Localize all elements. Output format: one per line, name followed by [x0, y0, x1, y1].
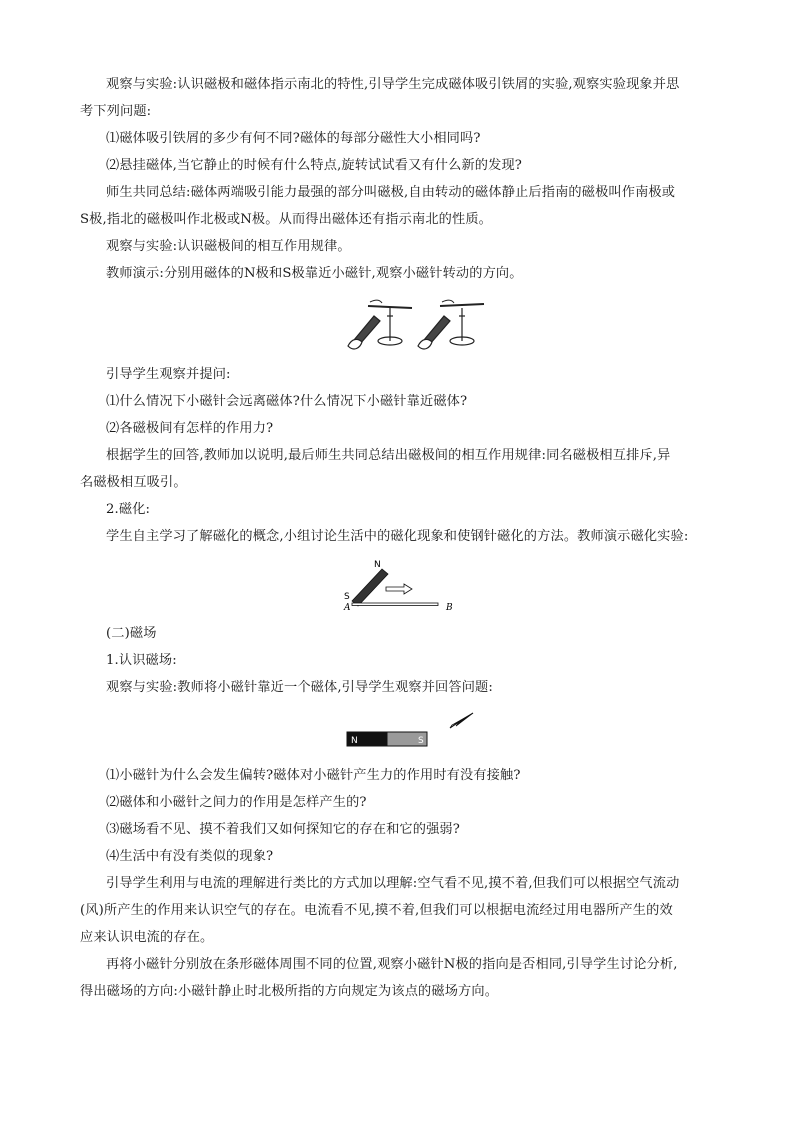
paragraph-line: S极,指北的磁极叫作北极或N极。从而得出磁体还有指示南北的性质。: [80, 212, 492, 227]
magnet-n-label: N: [374, 560, 381, 570]
paragraph-line: 观察与实验:教师将小磁针靠近一个磁体,引导学生观察并回答问题:: [106, 680, 493, 695]
bar-s-label: S: [418, 736, 424, 746]
magnetization-figure: [338, 557, 460, 615]
section-heading: (二)磁场: [106, 626, 157, 641]
question-item: ⑵悬挂磁体,当它静止的时候有什么特点,旋转试试看又有什么新的发现?: [106, 158, 523, 173]
needle-b-label: B: [446, 603, 453, 613]
bar-magnet-figure: [346, 712, 480, 748]
question-item: ⑵各磁极间有怎样的作用力?: [106, 421, 274, 436]
paragraph-line: 观察与实验:认识磁极和磁体指示南北的特性,引导学生完成磁体吸引铁屑的实验,观察实验现象并思: [106, 77, 680, 92]
paragraph-line: 师生共同总结:磁体两端吸引能力最强的部分叫磁极,自由转动的磁体静止后指南的磁极叫作南极或: [106, 185, 676, 200]
question-item: ⑴什么情况下小磁针会远离磁体?什么情况下小磁针靠近磁体?: [106, 394, 468, 409]
compass-needle-icon: [450, 713, 473, 728]
magnet-s-label: S: [344, 592, 350, 602]
paragraph-line: 引导学生观察并提问:: [106, 367, 231, 382]
magnet-needle-figure: [340, 294, 490, 354]
paragraph-line: 再将小磁针分别放在条形磁体周围不同的位置,观察小磁针N极的指向是否相同,引导学生讨论分析,: [106, 957, 678, 972]
question-item: ⑴小磁针为什么会发生偏转?磁体对小磁针产生力的作用时有没有接触?: [106, 768, 521, 783]
paragraph-line: 名磁极相互吸引。: [80, 475, 187, 490]
question-item: ⑷生活中有没有类似的现象?: [106, 849, 274, 864]
paragraph-line: 考下列问题:: [80, 104, 152, 119]
section-heading: 2.磁化:: [106, 502, 151, 517]
section-heading: 1.认识磁场:: [106, 653, 177, 668]
paragraph-line: 教师演示:分别用磁体的N极和S极靠近小磁针,观察小磁针转动的方向。: [106, 266, 523, 281]
paragraph-line: 得出磁场的方向:小磁针静止时北极所指的方向规定为该点的磁场方向。: [80, 984, 499, 999]
question-item: ⑵磁体和小磁针之间力的作用是怎样产生的?: [106, 795, 367, 810]
bar-n-label: N: [351, 736, 358, 746]
needle-a-label: A: [344, 603, 351, 613]
paragraph-line: 根据学生的回答,教师加以说明,最后师生共同总结出磁极间的相互作用规律:同名磁极相互排斥,异: [106, 448, 671, 463]
paragraph-line: (风)所产生的作用来认识空气的存在。电流看不见,摸不着,但我们可以根据电流经过用电器所产生的效: [80, 903, 673, 918]
paragraph-line: 学生自主学习了解磁化的概念,小组讨论生活中的磁化现象和使钢针磁化的方法。教师演示磁化实验:: [106, 529, 689, 544]
paragraph-line: 应来认识电流的存在。: [80, 930, 214, 945]
question-item: ⑴磁体吸引铁屑的多少有何不同?磁体的每部分磁性大小相同吗?: [106, 131, 481, 146]
paragraph-line: 观察与实验:认识磁极间的相互作用规律。: [106, 239, 351, 254]
paragraph-line: 引导学生利用与电流的理解进行类比的方式加以理解:空气看不见,摸不着,但我们可以根据空气流动: [106, 876, 680, 891]
question-item: ⑶磁场看不见、摸不着我们又如何探知它的存在和它的强弱?: [106, 822, 460, 837]
